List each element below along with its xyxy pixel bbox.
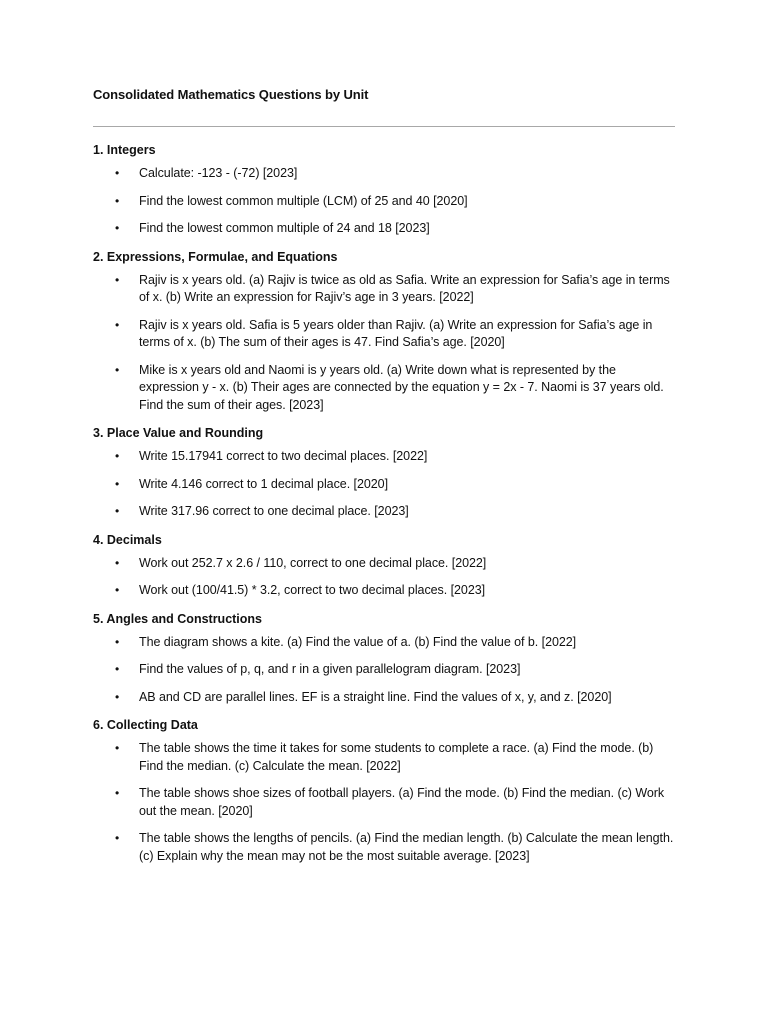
bullet-icon: • [115, 555, 120, 570]
section-heading: 2. Expressions, Formulae, and Equations [93, 249, 338, 264]
bullet-icon: • [115, 362, 120, 377]
section-heading: 3. Place Value and Rounding [93, 426, 264, 440]
question-item [93, 448, 675, 466]
question-text: AB and CD are parallel lines. EF is a straight line. Find the values of x, y, and z. [2020] [139, 689, 612, 704]
title-divider [93, 126, 675, 127]
question-text: Rajiv is x years old. (a) Rajiv is twice as old as Safia. Write an expression for Safia’s age in terms of x. (b) Write an expression for Rajiv’s age in 3 years. [2022] [139, 272, 670, 304]
bullet-icon: • [115, 689, 120, 704]
question-text: Write 4.146 correct to 1 decimal place. [2020] [139, 476, 388, 491]
question-text: The table shows the lengths of pencils. (a) Find the median length. (b) Calculate the mean length. (c) Explain why the mean may not be the most suitable average. [2023] [139, 831, 674, 863]
section-heading: 5. Angles and Constructions [93, 611, 263, 626]
bullet-icon: • [115, 272, 120, 287]
question-item [93, 193, 675, 211]
question-text: The diagram shows a kite. (a) Find the value of a. (b) Find the value of b. [2022] [139, 634, 577, 649]
bullet-icon: • [115, 476, 120, 491]
bullet-icon: • [115, 741, 120, 755]
section-place-value [93, 424, 675, 521]
question-item [93, 476, 675, 494]
bullet-icon: • [115, 193, 120, 208]
section-expressions [93, 248, 675, 415]
bullet-icon: • [115, 786, 120, 800]
question-text: The table shows the time it takes for some students to complete a race. (a) Find the mode. (b) Find the median. (c) Calculate the mean. [2022] [139, 741, 654, 773]
bullet-icon: • [115, 831, 120, 845]
question-list [93, 634, 675, 707]
bullet-icon: • [115, 583, 120, 597]
bullet-icon: • [115, 662, 120, 676]
question-item [93, 582, 675, 600]
question-text: Mike is x years old and Naomi is y years old. (a) Write down what is represented by the expression y - x. (b) Their ages are connected by the equation y = 2x - 7. Naomi is 37 years old. Find the sum of their ages. [2023] [139, 362, 664, 412]
question-text: Find the lowest common multiple (LCM) of 25 and 40 [2020] [139, 193, 468, 208]
bullet-icon: • [115, 221, 120, 235]
question-list [93, 165, 675, 238]
question-item [93, 661, 675, 679]
question-text: Work out (100/41.5) * 3.2, correct to two decimal places. [2023] [139, 583, 486, 597]
section-integers [93, 141, 675, 238]
question-item [93, 634, 675, 652]
question-item [93, 830, 675, 865]
bullet-icon: • [115, 449, 120, 463]
question-text: The table shows shoe sizes of football players. (a) Find the mode. (b) Find the median. (c) Work out the mean. [2020] [139, 786, 665, 818]
question-item [93, 362, 675, 415]
question-list [93, 448, 675, 521]
bullet-icon: • [115, 634, 120, 649]
question-text: Find the values of p, q, and r in a given parallelogram diagram. [2023] [139, 662, 521, 676]
bullet-icon: • [115, 166, 120, 180]
document-page [93, 86, 675, 875]
question-list [93, 272, 675, 415]
question-text: Work out 252.7 x 2.6 / 110, correct to one decimal place. [2022] [139, 555, 487, 570]
question-item [93, 555, 675, 573]
bullet-icon: • [115, 317, 120, 332]
question-list [93, 740, 675, 865]
question-item [93, 785, 675, 820]
section-angles [93, 610, 675, 707]
section-heading: 4. Decimals [93, 532, 162, 547]
question-text: Rajiv is x years old. Safia is 5 years older than Rajiv. (a) Write an expression for Safia’s age in terms of x. (b) The sum of their ages is 47. Find Safia’s age. [2020] [139, 317, 653, 349]
question-item [93, 220, 675, 238]
question-text: Calculate: -123 - (-72) [2023] [139, 166, 298, 180]
question-item [93, 689, 675, 707]
question-text: Write 15.17941 correct to two decimal places. [2022] [139, 449, 428, 463]
section-heading: 1. Integers [93, 143, 156, 157]
question-text: Find the lowest common multiple of 24 and 18 [2023] [139, 221, 430, 235]
bullet-icon: • [115, 504, 120, 518]
document-title: Consolidated Mathematics Questions by Unit [93, 87, 369, 102]
question-list [93, 555, 675, 600]
question-item [93, 740, 675, 775]
question-item [93, 317, 675, 352]
section-decimals [93, 531, 675, 600]
question-item [93, 272, 675, 307]
section-heading: 6. Collecting Data [93, 718, 198, 732]
question-item [93, 165, 675, 183]
section-collecting-data [93, 716, 675, 865]
question-text: Write 317.96 correct to one decimal place. [2023] [139, 504, 409, 518]
question-item [93, 503, 675, 521]
